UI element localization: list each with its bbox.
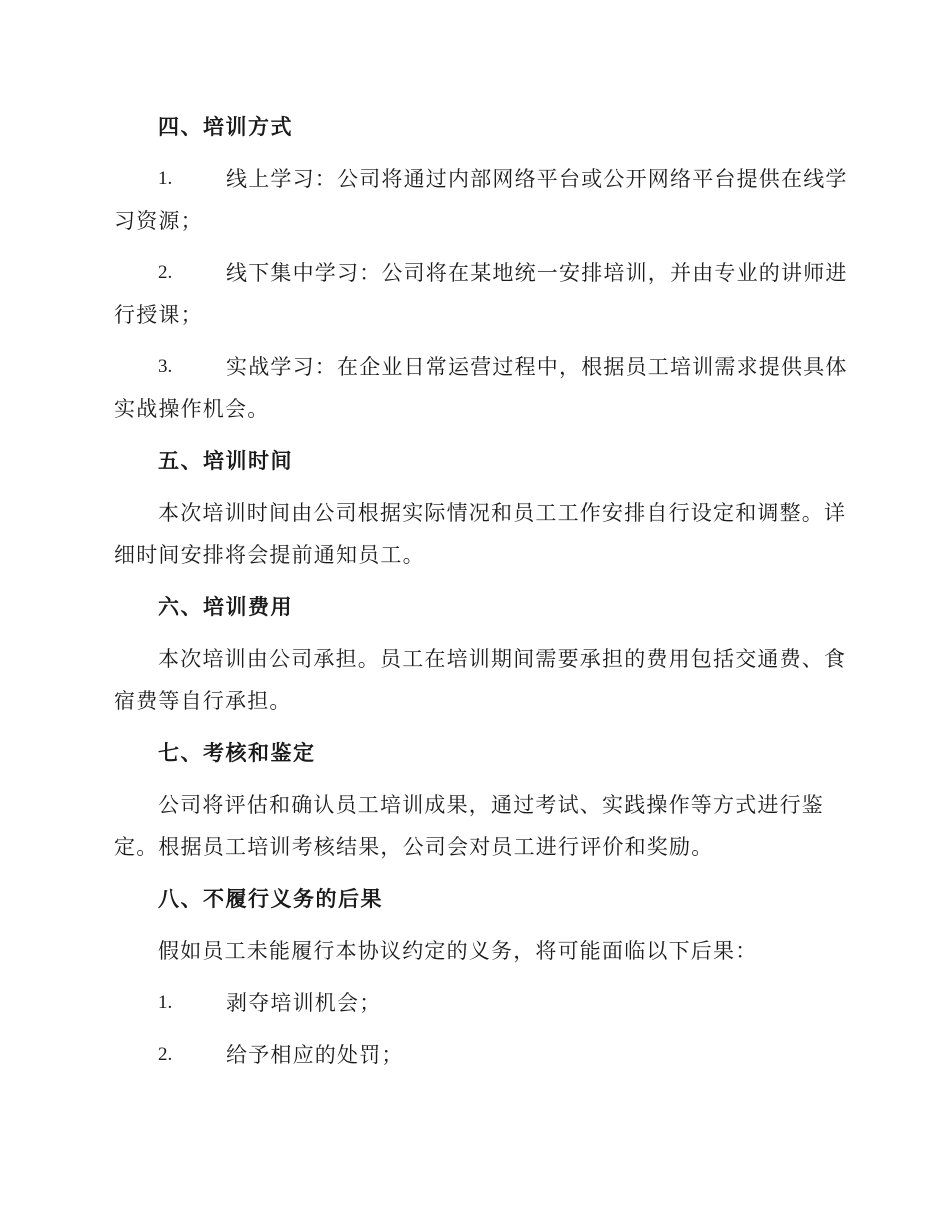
- list-item-number: 3.: [158, 356, 173, 377]
- paragraph-line: 定。根据员工培训考核结果，公司会对员工进行评价和奖励。: [114, 835, 714, 859]
- list-item-text: 给予相应的处罚；: [226, 1043, 404, 1067]
- section-heading-consequences: 八、不履行义务的后果: [158, 886, 383, 911]
- list-item-text: 剥夺培训机会；: [226, 991, 382, 1015]
- paragraph-line: 假如员工未能履行本协议约定的义务，将可能面临以下后果：: [158, 939, 758, 963]
- paragraph-line: 公司将评估和确认员工培训成果，通过考试、实践操作等方式进行鉴: [158, 793, 824, 817]
- section-heading-training-time: 五、培训时间: [158, 448, 293, 473]
- paragraph-line: 本次培训时间由公司根据实际情况和员工工作安排自行设定和调整。详: [158, 501, 847, 525]
- list-item-text-continued: 行授课；: [114, 303, 203, 327]
- section-heading-training-cost: 六、培训费用: [158, 594, 293, 619]
- list-item-text-continued: 实战操作机会。: [114, 397, 270, 421]
- section-heading-assessment: 七、考核和鉴定: [158, 740, 316, 765]
- list-item-number: 1.: [158, 992, 173, 1013]
- list-item-number: 2.: [158, 262, 173, 283]
- paragraph-line: 本次培训由公司承担。员工在培训期间需要承担的费用包括交通费、食: [158, 647, 847, 671]
- list-item-text-continued: 习资源；: [114, 209, 203, 233]
- list-item-number: 1.: [158, 168, 173, 189]
- paragraph-line: 细时间安排将会提前通知员工。: [114, 543, 425, 567]
- list-item-number: 2.: [158, 1044, 173, 1065]
- paragraph-line: 宿费等自行承担。: [114, 689, 292, 713]
- list-item-text: 线上学习：公司将通过内部网络平台或公开网络平台提供在线学: [226, 167, 848, 191]
- list-item-text: 线下集中学习：公司将在某地统一安排培训，并由专业的讲师进: [226, 261, 848, 285]
- list-item-text: 实战学习：在企业日常运营过程中，根据员工培训需求提供具体: [226, 355, 848, 379]
- section-heading-training-method: 四、培训方式: [158, 114, 293, 139]
